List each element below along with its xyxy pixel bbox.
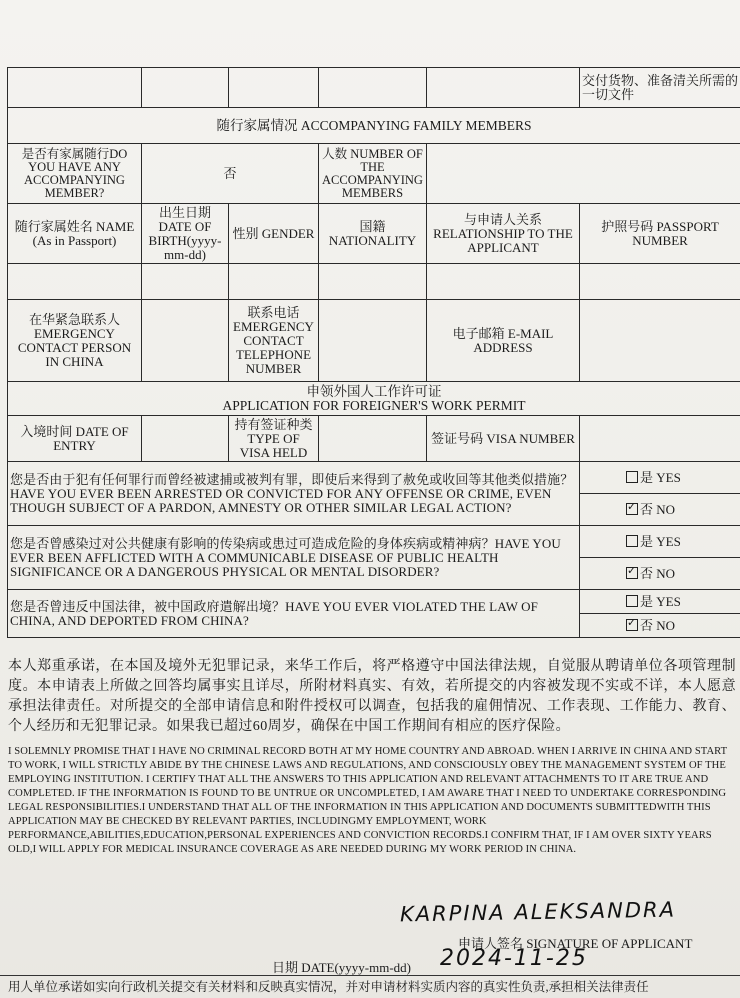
family-section-title: 随行家属情况 ACCOMPANYING FAMILY MEMBERS — [8, 108, 740, 144]
empty-cell — [142, 68, 229, 108]
no-label: 否 NO — [640, 501, 676, 517]
handwritten-signature: KARPINA ALEKSANDRA — [399, 897, 677, 927]
date-label: 日期 DATE(yyyy-mm-dd) — [272, 960, 412, 975]
has-family-value[interactable]: 否 — [142, 144, 319, 204]
promise-chinese: 本人郑重承诺，在本国及境外无犯罪记录，来华工作后，将严格遵守中国法律法规，自觉服从聘请单位各项管理制度。本申请表上所做之回答均属事实且详尽，所附材料真实、有效，若所提交的内容被发现不实或不详，本人愿意承担法律责任。对所提交的全部申请信息和附件授权可以调查，包括我的雇佣情况、工作表现、工作能力、教育、个人经历和无犯罪记录。如果我已超过60周岁，确保在中国工作期间有相应的医疗保险。 — [8, 659, 736, 734]
checkbox-icon[interactable] — [626, 595, 638, 607]
question-arrested-no[interactable] — [580, 494, 740, 526]
yes-label: 是 YES — [640, 593, 681, 609]
question-deported: 您是否曾违反中国法律，被中国政府遣解出境？HAVE YOU EVER VIOLATED THE LAW OF CHINA, AND DEPORTED FROM CHINA? — [8, 590, 580, 638]
customs-note: 交付货物、准备清关所需的一切文件 — [580, 68, 740, 108]
family-name-field[interactable] — [8, 264, 142, 300]
visa-type-field[interactable] — [319, 416, 427, 462]
no-label: 否 NO — [640, 617, 676, 633]
checkbox-checked-icon[interactable] — [626, 567, 638, 579]
footer-divider — [0, 975, 740, 976]
checkbox-icon[interactable] — [626, 535, 638, 547]
col-dob-header: 出生日期 DATE OF BIRTH(yyyy-mm-dd) — [142, 204, 229, 264]
yes-label: 是 YES — [640, 469, 681, 485]
empty-cell — [8, 68, 142, 108]
entry-date-label: 入境时间 DATE OF ENTRY — [8, 416, 142, 462]
col-name-header: 随行家属姓名 NAME (As in Passport) — [8, 204, 142, 264]
has-family-label: 是否有家属随行DO YOU HAVE ANY ACCOMPANYING MEMBER? — [8, 144, 142, 204]
emergency-contact-field[interactable] — [142, 300, 229, 382]
checkbox-checked-icon[interactable] — [626, 503, 638, 515]
family-relationship-field[interactable] — [427, 264, 580, 300]
question-deported-yes[interactable] — [580, 590, 740, 614]
question-disease: 您是否曾感染过对公共健康有影响的传染病或患过可造成危险的身体疾病或精神病？HAVE YOU EVER BEEN AFFLICTED WITH A COMMUNICABLE DISEASE OF PUBLIC HEALTH SIGNIFICANCE OR A DANGEROUS PHYSICAL OR MENTAL DISORDER? — [8, 526, 580, 590]
application-form-table — [7, 67, 740, 638]
entry-date-field[interactable] — [142, 416, 229, 462]
question-disease-no[interactable] — [580, 558, 740, 590]
signature-label: 申请人签名 SIGNATURE OF APPLICANT — [458, 936, 693, 951]
family-gender-field[interactable] — [229, 264, 319, 300]
col-gender-header: 性别 GENDER — [229, 204, 319, 264]
empty-cell — [427, 68, 580, 108]
work-permit-section-title — [8, 382, 740, 416]
question-disease-yes[interactable] — [580, 526, 740, 558]
family-member-row — [8, 264, 740, 300]
promise-english: I SOLEMNLY PROMISE THAT I HAVE NO CRIMINAL RECORD BOTH AT MY HOME COUNTRY AND ABROAD. WHEN I ARRIVE IN CHINA AND START TO WORK, I WILL STRICTLY ABIDE BY THE CHINESE LAWS AND REGULATIONS, AND CONSCIOUSLY OBEY THE MANAGEMENT SYSTEM OF THE EMPLOYING INSTITUTION. I CERTIFY THAT ALL THE ANSWERS TO THIS APPLICATION AND RELEVANT ATTACHMENTS TO IT ARE TRUE AND COMPLETED. IF THE INFORMATION IS FOUND TO BE UNTRUE OR UNCOMPLETED, I AM AWARE THAT I NEED TO UNDERTAKE CORRESPONDING LEGAL RESPONSIBILITIES.I UNDERSTAND THAT ALL OF THE INFORMATION IN THIS APPLICATION AND DOCUMENTS SUBMITTEDWITH THIS APPLICATION MAY BE CHECKED BY RELEVANT PARTIES, INCLUDINGMY EMPLOYMENT, WORK PERFORMANCE,ABILITIES,EDUCATION,PERSONAL EXPERIENCES AND CONVICTION RECORDS.I CONFIRM THAT, IF I AM OVER SIXTY YEARS OLD,I WILL APPLY FOR MEDICAL INSURANCE COVERAGE AS ARE NEEDED DURING MY WORK PERIOD IN CHINA. — [8, 746, 727, 855]
col-relationship-header: 与申请人关系 RELATIONSHIP TO THE APPLICANT — [427, 204, 580, 264]
work-permit-title-en: APPLICATION FOR FOREIGNER'S WORK PERMIT — [222, 397, 526, 413]
empty-cell — [319, 68, 427, 108]
family-dob-field[interactable] — [142, 264, 229, 300]
customs-row — [8, 68, 740, 108]
emergency-phone-field[interactable] — [319, 300, 427, 382]
checkbox-icon[interactable] — [626, 471, 638, 483]
family-number-field[interactable] — [427, 144, 740, 204]
work-permit-title-cn: 申领外国人工作许可证 — [306, 383, 442, 399]
email-field[interactable] — [580, 300, 740, 382]
family-passport-field[interactable] — [580, 264, 740, 300]
visa-number-field[interactable] — [580, 416, 740, 462]
email-label: 电子邮箱 E-MAIL ADDRESS — [427, 300, 580, 382]
family-nationality-field[interactable] — [319, 264, 427, 300]
yes-label: 是 YES — [640, 533, 681, 549]
col-nationality-header: 国籍 NATIONALITY — [319, 204, 427, 264]
empty-cell — [229, 68, 319, 108]
family-number-label: 人数 NUMBER OF THE ACCOMPANYING MEMBERS — [319, 144, 427, 204]
emergency-contact-label: 在华紧急联系人 EMERGENCY CONTACT PERSON IN CHINA — [8, 300, 142, 382]
no-label: 否 NO — [640, 565, 676, 581]
visa-number-label: 签证号码 VISA NUMBER — [427, 416, 580, 462]
question-deported-no[interactable] — [580, 614, 740, 638]
question-arrested-yes[interactable] — [580, 462, 740, 494]
question-arrested: 您是否由于犯有任何罪行而曾经被逮捕或被判有罪，即使后来得到了赦免或收回等其他类似措施？HAVE YOU EVER BEEN ARRESTED OR CONVICTED FOR ANY OFFENSE OR CRIME, EVEN THOUGH SUBJECT OF A PARDON, AMNESTY OR OTHER SIMILAR LEGAL ACTION? — [8, 462, 580, 526]
emergency-phone-label: 联系电话 EMERGENCY CONTACT TELEPHONE NUMBER — [229, 300, 319, 382]
employer-commitment: 用人单位承诺如实向行政机关提交有关材料和反映真实情况，并对申请材料实质内容的真实性负责,承担相关法律责任 — [8, 980, 649, 994]
checkbox-checked-icon[interactable] — [626, 619, 638, 631]
handwritten-date: 2024-11-25 — [440, 946, 588, 971]
visa-type-label: 持有签证种类 TYPE OF VISA HELD — [229, 416, 319, 462]
col-passport-header: 护照号码 PASSPORT NUMBER — [580, 204, 740, 264]
